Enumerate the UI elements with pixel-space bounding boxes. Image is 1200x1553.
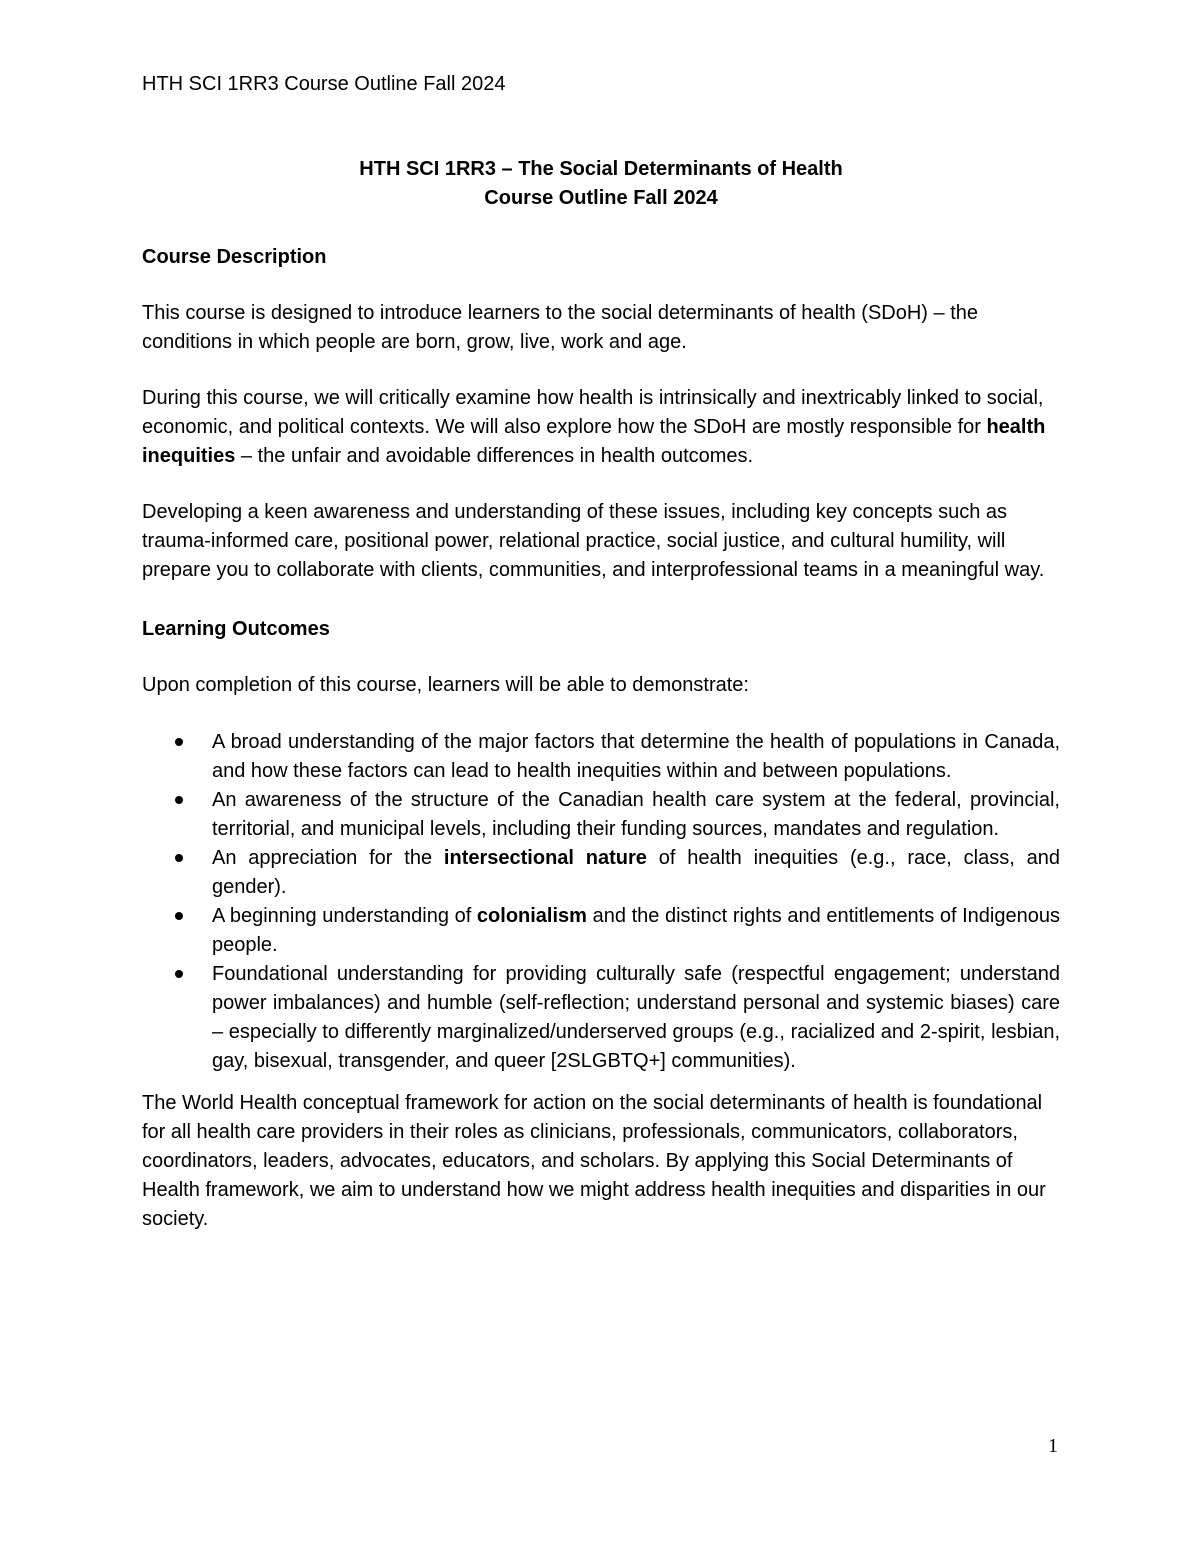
document-page <box>142 70 1060 1234</box>
list-item <box>142 844 1060 902</box>
para2-bold-term: health inequities <box>142 416 1046 467</box>
outcome-bold-term: colonialism <box>476 905 587 927</box>
outcome-text-before: A beginning understanding of <box>212 905 477 927</box>
document-title <box>142 155 1060 213</box>
outcome-text-after: and the distinct rights and entitlements of Indigenous people. <box>212 905 1060 956</box>
title-line-2: Course Outline Fall 2024 <box>484 187 718 209</box>
learning-outcomes-intro: Upon completion of this course, learners will be able to demonstrate: <box>142 674 749 696</box>
learning-outcomes-list <box>142 728 1060 1076</box>
outcome-text: An awareness of the structure of the Canadian health care system at the federal, provincial, territorial, and municipal levels, including their funding sources, mandates and regulation. <box>212 789 1060 840</box>
closing-paragraph: The World Health conceptual framework for action on the social determinants of health is foundational for all health care providers in their roles as clinicians, professionals, communicators, collaborators, coordinators, leaders, advocates, educators, and scholars. By applying this Social Determinants of Health framework, we aim to understand how we might address health inequities and disparities in our society. <box>142 1092 1046 1230</box>
list-item <box>142 728 1060 786</box>
bullet-icon <box>175 796 183 804</box>
running-header: HTH SCI 1RR3 Course Outline Fall 2024 <box>142 73 506 95</box>
outcome-text-after: of health inequities (e.g., race, class, and gender). <box>212 847 1060 898</box>
bullet-icon <box>175 854 183 862</box>
para2-text-after: – the unfair and avoidable differences in health outcomes. <box>235 445 754 467</box>
list-item <box>142 902 1060 960</box>
learning-outcomes-heading: Learning Outcomes <box>142 618 330 640</box>
list-item <box>142 960 1060 1076</box>
para2-text-before: During this course, we will critically examine how health is intrinsically and inextricably linked to social, economic, and political contexts. We will also explore how the SDoH are mostly responsible for <box>142 387 1044 438</box>
bullet-icon <box>175 912 183 920</box>
page-number: 1 <box>1048 1435 1058 1457</box>
course-description-heading: Course Description <box>142 246 327 268</box>
title-line-1: HTH SCI 1RR3 – The Social Determinants of Health <box>359 158 843 180</box>
outcome-text: A broad understanding of the major factors that determine the health of populations in Canada, and how these factors can lead to health inequities within and between populations. <box>212 731 1060 782</box>
bullet-icon <box>175 738 183 746</box>
list-item <box>142 786 1060 844</box>
outcome-text: Foundational understanding for providing culturally safe (respectful engagement; understand power imbalances) and humble (self-reflection; understand personal and systemic biases) care – especially to differently marginalized/underserved groups (e.g., racialized and 2-spirit, lesbian, gay, bisexual, transgender, and queer [2SLGBTQ+] communities). <box>212 963 1060 1072</box>
description-paragraph-1: This course is designed to introduce learners to the social determinants of health (SDoH) – the conditions in which people are born, grow, live, work and age. <box>142 302 978 353</box>
outcome-text-before: An appreciation for the <box>212 847 444 869</box>
description-paragraph-3: Developing a keen awareness and understanding of these issues, including key concepts such as trauma-informed care, positional power, relational practice, social justice, and cultural humility, will prepare you to collaborate with clients, communities, and interprofessional teams in a meaningful way. <box>142 501 1045 581</box>
outcome-bold-term: intersectional nature <box>443 847 647 869</box>
bullet-icon <box>175 970 183 978</box>
description-paragraph-2 <box>142 384 1060 471</box>
